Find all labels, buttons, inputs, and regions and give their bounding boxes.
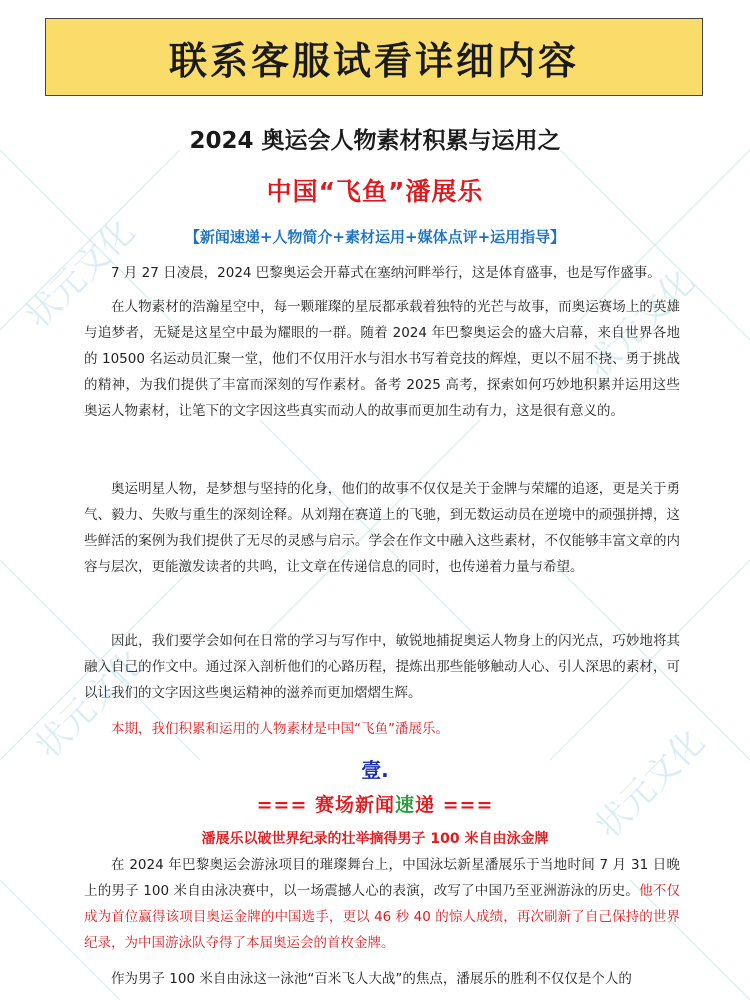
paragraph: 在人物素材的浩瀚星空中，每一颗璀璨的星辰都承载着独特的光芒与故事，而奥运赛场上的英雄与追梦者，无疑是这星空中最为耀眼的一群。随着 2024 年巴黎奥运会的盛大启幕，来自世界各地的 10500 名运动员汇聚一堂，他们不仅用汗水与泪水书写着竞技的辉煌，更以不屈不挠、勇于挑战的精神，为我们提供了丰富而深刻的写作素材。备考 2025 高考，探索如何巧妙地积累并运用这些奥运人物素材，让笔下的文字因这些真实而动人的故事而更加生动有力，这是很有意义的。 — [84, 299, 680, 419]
section-title-left: === 赛场新闻 — [256, 794, 395, 816]
news-text: 在 2024 年巴黎奥运会游泳项目的璀璨舞台上，中国泳坛新星潘展乐于当地时间 7 月 31 日晚上的男子 100 米自由泳决赛中，以一场震撼人心的表演，改写了中国乃至亚洲游泳的历史。 — [84, 857, 680, 899]
highlight-paragraph: 本期，我们积累和运用的人物素材是中国“飞鱼”潘展乐。 — [111, 721, 449, 737]
watermark-text: 状元文化 — [28, 641, 153, 767]
section-title-right: 递 === — [415, 794, 494, 816]
watermark-text: 状元文化 — [18, 211, 143, 337]
article-tags: 【新闻速递+人物简介+素材运用+媒体点评+运用指导】 — [184, 228, 566, 246]
article-subtitle: 中国“飞鱼”潘展乐 — [266, 177, 484, 206]
paragraph: 奥运明星人物，是梦想与坚持的化身，他们的故事不仅仅是关于金牌与荣耀的追逐，更是关于勇气、毅力、失败与重生的深刻诠释。从刘翔在赛道上的飞驰，到无数运动员在逆境中的顽强拼搏，这些鲜活的案例为我们提供了无尽的灵感与启示。学会在作文中融入这些素材，不仅能够丰富文章的内容与层次，更能激发读者的共鸣，让文章在传递信息的同时，也传递着力量与希望。 — [84, 481, 680, 575]
news-text-highlight: 他不仅成为首位赢得该项目奥运金牌的中国选手，更以 46 秒 40 的惊人成绩，再次刷新了自己保持的世界纪录，为中国游泳队夺得了本届奥运会的首枚金牌。 — [84, 883, 680, 951]
watermark-text: 状元文化 — [588, 721, 713, 847]
section-title — [0, 790, 750, 817]
section-number: 壹. — [361, 758, 389, 782]
watermark-text: 状元文化 — [578, 261, 703, 387]
paragraph: 7 月 27 日凌晨，2024 巴黎奥运会开幕式在塞纳河畔举行，这是体育盛事，也是写作盛事。 — [111, 265, 661, 281]
news-paragraph: 作为男子 100 米自由泳这一泳池“百米飞人大战”的焦点，潘展乐的胜利不仅仅是个人的 — [111, 971, 632, 987]
news-headline: 潘展乐以破世界纪录的壮举摘得男子 100 米自由泳金牌 — [201, 831, 549, 847]
contact-service-banner[interactable]: 联系客服试看详细内容 — [45, 18, 703, 96]
section-title-green: 速 — [394, 794, 415, 816]
paragraph: 因此，我们要学会如何在日常的学习与写作中，敏锐地捕捉奥运人物身上的闪光点，巧妙地将其融入自己的作文中。通过深入剖析他们的心路历程，提炼出那些能够触动人心、引人深思的素材，可以让我们的文字因这些奥运精神的滋养而更加熠熠生辉。 — [84, 633, 680, 701]
article-title: 2024 奥运会人物素材积累与运用之 — [189, 128, 561, 154]
news-paragraph — [84, 852, 680, 956]
